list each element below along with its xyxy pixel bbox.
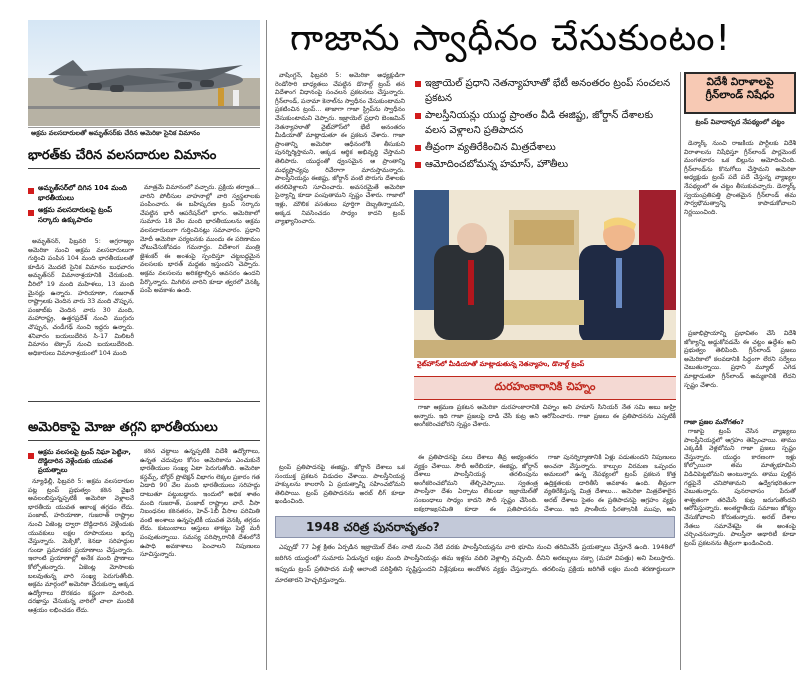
main-text: గాజా పునర్నిర్మాణానికి ఏళ్లు పడుతుందని నిపుణులు అంచనా వేస్తున్నారు. కాల్పుల విరమణ ఒప్పందం అమలులో ఉన్న నేపథ్యంలో ట్రంప్ ప్రకటన కొత్త ఉద్రిక్తతలకు దారితీసే అవకాశం ఉంది. తీవ్రంగా వ్యతిరేకిస్తున్న మిత్ర దేశాలు... అమెరికా మిత్రదేశాలైన అరబ్ దేశాలు సైతం ఈ ప్రతిపాదనపై ఆగ్రహం వ్యక్తం చేశాయి. ఇది ప్రాంతీయ స్థిరత్వానికి ముప్పు అని <box>544 454 676 512</box>
main-bullets <box>415 76 677 174</box>
story1-text: మాత్రమే విమానంలో వచ్చారు. ప్రక్రియ తర్వాత... వారిని పోలీసుల వాహనాల్లో వారి స్వస్థలాలకు పంపించారు. ఈ బహిష్కరణ ట్రంప్ సర్కారు చేపట్టిన భారీ ఆపరేషన్‌లో భాగం. అమెరికాలో సుమారు 18 వేల మంది భారతీయులను అక్రమ వలసదారులుగా గుర్తించినట్లు సమాచారం. ప్రధాని మోదీ అమెరికా పర్యటనకు ముందు ఈ పరిణామం చోటుచేసుకోవడం గమనార్హం. విదేశాంగ మంత్రి జైశంకర్ ఈ అంశంపై స్పందిస్తూ చట్టబద్ధమైన వలసలకు భారత్ మద్దతు ఇస్తుందని చెప్పారు. అక్రమ వలసలను అరికట్టాల్సిన అవసరం ఉందని పేర్కొన్నారు. మిగిలిన వారిని కూడా త్వరలో వెనక్కి పంపే అవకాశం ఉంది. <box>140 184 260 295</box>
main-photo <box>414 190 676 358</box>
story1-headline: భారత్‌కు చేరిన వలసదారుల విమానం <box>28 148 260 169</box>
main-photo-caption: వైట్‌హౌస్‌లో మీడియాతో మాట్లాడుతున్న నెతన్యాహు, డొనాల్డ్ ట్రంప్ <box>414 359 676 371</box>
main-text: ట్రంప్ ప్రతిపాదనపై ఈజిప్టు, జోర్డాన్ దేశాలు ఒక సంయుక్త ప్రకటన విడుదల చేశాయి. పాలస్తీనియన్ల హక్కులను కాలరాసే ఏ ప్రయత్నాన్నీ సహించబోమని తెలిపాయి. ట్రంప్ ప్రతిపాదనను అరబ్ లీగ్ కూడా ఖండించింది. <box>275 464 405 506</box>
story2-text: న్యూఢిల్లీ, ఫిబ్రవరి 5: అక్రమ వలసదారుల పట్ల ట్రంప్ ప్రభుత్వం కఠిన వైఖరి అవలంబిస్తున్నప్పటికీ అమెరికా వెళ్లాలనే భారతీయ యువత ఆకాంక్ష తగ్గడం లేదు. పంజాబ్, హరియాణా, గుజరాత్ రాష్ట్రాల నుంచి ఏజెంట్ల ద్వారా దొడ్డిదారిన వెళ్లేందుకు యువకులు లక్షల రూపాయలు ఖర్చు చేస్తున్నారు. మెక్సికో, కెనడా సరిహద్దుల గుండా ప్రమాదకర ప్రయాణాలు చేస్తున్నారు. ఇలాంటి ప్రయాణాల్లో అనేక మంది ప్రాణాలు కోల్పోతున్నారు. ఏజెంట్ల మోసాలకు బలవుతున్న వారి సంఖ్య పెరుగుతోంది. అక్రమ మార్గంలో అమెరికా చేరుకున్నా అక్కడ ఉద్యోగాలు దొరకడం కష్టంగా మారింది. దరఖాస్తు చేసుకున్న వారిలో చాలా మందికి ఆశ్రయం లభించడం లేదు. <box>28 478 134 614</box>
pullquote-text: గాజా ఆక్రమణ ప్రకటన అమెరికా దురహంకారానికి చిహ్నం అని హమాస్ సీనియర్ నేత సమి అబు జుహ్రి అన్నారు. ఇది గాజా ప్రజలపై దాడి చేసే కుట్ర అని ఆరోపించారు. గాజా ప్రజలు ఈ ప్రతిపాదనను ఎప్పటికీ అంగీకరించబోరని స్పష్టం చేశారు. <box>414 404 676 429</box>
story1-col1 <box>28 238 134 398</box>
main-col-center <box>414 454 538 512</box>
bullet-item: ఆమోదించబోమన్న హమాస్, హౌతీలు <box>415 157 677 172</box>
divider <box>28 401 260 402</box>
column-divider <box>266 20 267 670</box>
side-headline: విదేశీ విరాళాలపై గ్రీన్‌లాండ్ నిషేధం <box>686 74 794 112</box>
history-body <box>275 542 675 670</box>
main-text: ఈ ప్రతిపాదనపై పలు దేశాలు తీవ్ర అభ్యంతరం వ్యక్తం చేశాయి. సౌదీ అరేబియా, ఈజిప్టు, జోర్డాన్ దేశాలు పాలస్తీనియన్ల తరలింపును అంగీకరించబోమని తేల్చిచెప్పాయి. స్వతంత్ర పాలస్తీనా దేశం ఏర్పాటు లేకుండా ఇజ్రాయెల్‌తో సంబంధాలు సాధ్యం కాదని సౌదీ స్పష్టం చేసింది. ఐక్యరాజ్యసమితి కూడా ఈ ప్రతిపాదనను <box>414 454 538 512</box>
pullquote-body <box>414 404 676 446</box>
side-text: డెన్మార్క్ నుంచి రాజకీయ పార్టీలకు విదేశీ విరాళాలను నిషేధిస్తూ గ్రీన్‌లాండ్ పార్లమెంట్ మంగళవారం ఒక బిల్లును ఆమోదించింది. గ్రీన్‌లాండ్‌ను కొనుగోలు చేస్తామని అమెరికా అధ్యక్షుడు ట్రంప్ పదే పదే చేస్తున్న వ్యాఖ్యల నేపథ్యంలో ఈ చట్టం తీసుకువచ్చారు. డెన్మార్క్ స్వయంప్రతిపత్తి ప్రాంతమైన గ్రీన్‌లాండ్ తమ సార్వభౌమత్వాన్ని కాపాడుకోవాలని నిర్ణయించింది. <box>684 140 796 216</box>
military-plane-icon <box>28 20 260 126</box>
side-sub2: గాజా ప్రజల మనోగతం? <box>684 418 744 426</box>
leaders-photo <box>414 190 676 358</box>
story2-col1 <box>28 478 134 670</box>
pullquote-box <box>414 376 676 451</box>
bullet-item: అక్రమ వలసదారులపై ట్రంప్ సర్కారు ఉక్కుపాదం <box>28 205 134 225</box>
story1-text: అమృత్‌సర్, ఫిబ్రవరి 5: అగ్రరాజ్యం అమెరికా నుంచి అక్రమ వలసదారులుగా గుర్తించి పంపిన 104 మంది భారతీయులతో కూడిన మొదటి సైనిక విమానం బుధవారం అమృత్‌సర్ విమానాశ్రయానికి చేరుకుంది. వీరిలో 19 మంది మహిళలు, 13 మంది మైనర్లు ఉన్నారు. హరియాణా, గుజరాత్ రాష్ట్రాలకు చెందిన వారు 33 మంది చొప్పున, పంజాబ్‌కు చెందిన వారు 30 మంది, మహారాష్ట్ర, ఉత్తరప్రదేశ్ నుంచి ముగ్గురు చొప్పున, చండీగఢ్ నుంచి ఇద్దరు ఉన్నారు. శనివారం బయలుదేరిన సి-17 మిలిటరీ విమానం టెక్సాస్ నుంచి బయలుదేరింది. అధికారులు విమానాశ్రయంలో 104 మంది <box>28 238 134 357</box>
story2-text: కఠిన చట్టాలు ఉన్నప్పటికీ విదేశీ ఉద్యోగాలు, ఉన్నత చదువుల కోసం అమెరికాను ఎంచుకునే భారతీయుల సంఖ్య ఏటా పెరుగుతోంది. అమెరికా కస్టమ్స్, బోర్డర్ ప్రొటెక్షన్ విభాగం లెక్కల ప్రకారం గత ఏడాది 90 వేల మంది భారతీయులు సరిహద్దు దాటుతూ పట్టుబడ్డారు. ఇందులో అధిక శాతం మంది గుజరాత్, పంజాబ్ రాష్ట్రాల వారే. వీసా నిబంధనల కఠినతరం, హెచ్-1బీ వీసాల పరిమితి వంటి అంశాలు ఉన్నప్పటికీ యువత వెనక్కి తగ్గడం లేదు. కుటుంబాలు ఆస్తులు తాకట్టు పెట్టి మరీ పంపుతున్నాయి. సమస్య పరిష్కారానికి దేశంలోనే ఉపాధి అవకాశాలు పెంచాలని నిపుణులు సూచిస్తున్నారు. <box>140 448 260 559</box>
main-text: వాషింగ్టన్, ఫిబ్రవరి 5: అమెరికా అధ్యక్షుడిగా రెండోసారి బాధ్యతలు చేపట్టిన డొనాల్డ్ ట్రంప్ తన విదేశాంగ విధానంపై సంచలన ప్రకటనలు చేస్తున్నారు. గ్రీన్‌లాండ్, పనామా కెనాల్‌ను స్వాధీనం చేసుకుంటామని ప్రకటించిన ట్రంప్... తాజాగా గాజా స్ట్రిప్‌ను స్వాధీనం చేసుకుంటామని చెప్పారు. ఇజ్రాయెల్ ప్రధాని బెంజమిన్ నెతన్యాహూతో వైట్‌హౌస్‌లో భేటీ అనంతరం మీడియాతో మాట్లాడుతూ ఈ ప్రకటన చేశారు. గాజా ప్రాంతాన్ని అమెరికా ఆధీనంలోకి తీసుకుని పునర్నిర్మిస్తామని, అక్కడ ఆర్థిక అభివృద్ధి చేస్తామని తెలిపారు. యుద్ధంతో ధ్వంసమైన ఆ ప్రాంతాన్ని మధ్యప్రాచ్యపు రివేరాగా మారుస్తామన్నారు. పాలస్తీనియన్లు ఈజిప్టు, జోర్డాన్ వంటి పొరుగు దేశాలకు తరలివెళ్లాలని సూచించారు. అవసరమైతే అమెరికా సైన్యాన్ని కూడా పంపుతామని స్పష్టం చేశారు. గాజాలో ఇళ్లు, మౌలిక వసతులు పూర్తిగా దెబ్బతిన్నాయని, అక్కడ నివసించడం సాధ్యం కాదని ట్రంప్ వ్యాఖ్యానించారు. <box>275 72 405 226</box>
main-col-left <box>275 72 405 462</box>
story2-headline: అమెరికాపై మోజు తగ్గని భారతీయులు <box>28 420 260 441</box>
side-headline-box <box>684 72 796 114</box>
story1-col2 <box>140 184 260 398</box>
main-col-right-mid <box>544 454 676 512</box>
side-col3 <box>684 428 796 670</box>
side-text: ప్రజాభిప్రాయాన్ని ప్రభావితం చేసే విదేశీ జోక్యాన్ని అడ్డుకోవడమే ఈ చట్టం ఉద్దేశం అని ప్రభుత్వం తెలిపింది. గ్రీన్‌లాండ్ ప్రజలు అమెరికాలో కలవడానికి సిద్ధంగా లేరని సర్వేలు చెబుతున్నాయి. ప్రధాని మ్యూట్ ఎగెడ మాట్లాడుతూ గ్రీన్‌లాండ్ అమ్మకానికి లేదని స్పష్టం చేశారు. <box>684 330 796 389</box>
bullet-item: అక్రమ వలసలపై ట్రంప్ నిఘా పెట్టినా, దొడ్డిదారిన వెళ్లేందుకు యువత ప్రయత్నాలు <box>28 448 134 475</box>
history-text: ఎప్పుడో 77 ఏళ్ల క్రితం ఏర్పడిన ఇజ్రాయెల్ దేశం నాటి నుంచి నేటి వరకు పాలస్తీనియన్లను వారి భూమి నుంచి తరిమివేసే ప్రయత్నాలు చేస్తూనే ఉంది. 1948లో జరిగిన యుద్ధంలో సుమారు ఏడున్నర లక్షల మంది పాలస్తీనియన్లు తమ ఇళ్లను వదిలి వెళ్లాల్సి వచ్చింది. దీనిని అరబ్బులు నక్బా (మహా విపత్తు) అని పిలుస్తారు. ఇప్పుడు ట్రంప్ ప్రతిపాదన మళ్లీ అలాంటి పరిస్థితిని సృష్టిస్తుందని విశ్లేషకులు ఆందోళన వ్యక్తం చేస్తున్నారు. తరలింపు ప్రక్రియ జరిగితే లక్షల మంది శరణార్థులుగా మారతారని హెచ్చరిస్తున్నారు. <box>275 543 675 584</box>
column-divider <box>680 72 681 670</box>
side-text: గాజాపై ట్రంప్ చేసిన వ్యాఖ్యలు పాలస్తీనియన్లలో ఆగ్రహం తెప్పించాయి. తాము ఎక్కడికీ వెళ్లబోమని గాజా ప్రజలు స్పష్టం చేస్తున్నారు. యుద్ధం కారణంగా ఇళ్లు కోల్పోయినా తమ మాతృభూమిని విడిచిపెట్టబోమని అంటున్నారు. తాము పుట్టిన గడ్డపైనే చనిపోతామని ఉద్వేగభరితంగా చెబుతున్నారు. పునరావాసం పేరుతో శాశ్వతంగా తరిమేసే కుట్ర జరుగుతోందని ఆరోపిస్తున్నారు. అంతర్జాతీయ సమాజం జోక్యం చేసుకోవాలని కోరుతున్నారు. అరబ్ దేశాల నేతలు సమావేశమై ఈ అంశంపై చర్చించనున్నారు. పాలస్తీనా అథారిటీ కూడా ట్రంప్ ప్రకటనను తీవ్రంగా ఖండించింది. <box>684 428 796 547</box>
bullet-item: పాలస్తీనియన్లు యుద్ధ ప్రాంతం వీడి ఈజిప్టు, జోర్డాన్ దేశాలకు వలస వెళ్లాలని ప్రతిపాదన <box>415 108 677 138</box>
pullquote-title: దురహంకారానికి చిహ్నం <box>414 376 676 400</box>
story2-col2 <box>140 448 260 670</box>
main-headline: గాజాను స్వాధీనం చేసుకుంటం! <box>290 18 731 59</box>
main-col-mid-block <box>275 464 405 510</box>
story2-bullets <box>28 448 134 477</box>
history-box <box>275 516 675 538</box>
side-sub: ట్రంప్ వివాదాస్పద నేపథ్యంలో చట్టం <box>695 118 785 126</box>
side-col2 <box>684 330 796 418</box>
airplane-photo <box>28 20 260 126</box>
side-col1 <box>684 140 796 275</box>
photo-caption: అక్రమ వలసదారులతో అమృత్‌సర్‌కు చేరిన అమెరికా సైనిక విమానం <box>28 127 260 140</box>
story1-bullets <box>28 183 134 227</box>
bullet-item: తీవ్రంగా వ్యతిరేకించిన మిత్రదేశాలు <box>415 140 677 155</box>
bullet-item: అమృత్‌సర్‌లో దిగిన 104 మంది భారతీయులు <box>28 183 134 203</box>
history-title: 1948 చరిత్ర పునరావృతం? <box>306 520 440 534</box>
bullet-item: ఇజ్రాయెల్ ప్రధాని నెతన్యాహూతో భేటీ అనంతరం ట్రంప్ సంచలన ప్రకటన <box>415 76 677 106</box>
